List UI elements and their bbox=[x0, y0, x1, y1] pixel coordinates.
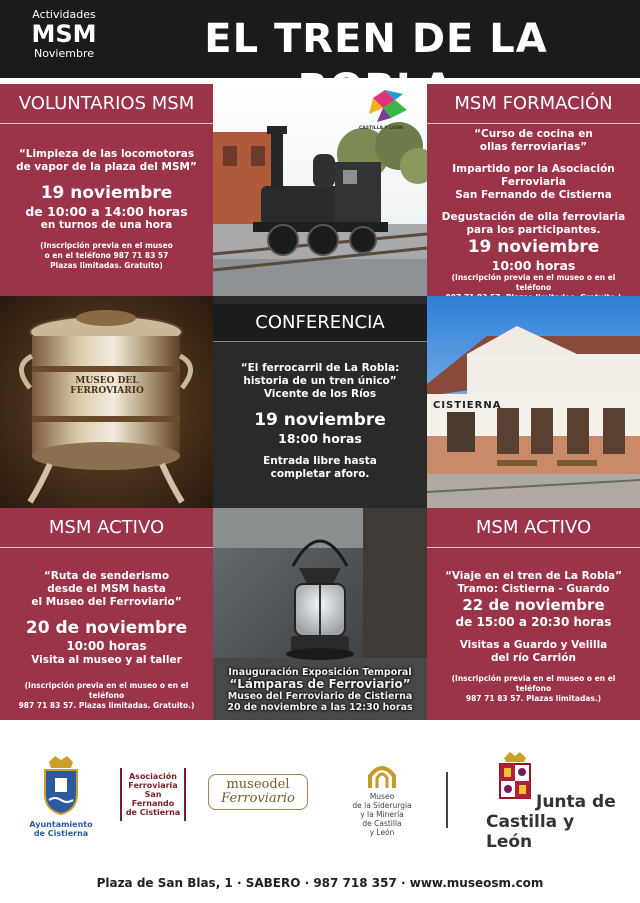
museodel-ferroviario-logo bbox=[208, 774, 308, 810]
ayuntamiento-logo bbox=[28, 754, 94, 838]
header-badge bbox=[14, 8, 114, 60]
arch-icon bbox=[367, 762, 397, 788]
formacion-by-3: San Fernando de Cistierna bbox=[455, 189, 612, 201]
formacion-tasting-1: Degustación de olla ferroviaria bbox=[441, 211, 626, 223]
activo-1-title: MSM ACTIVO bbox=[0, 508, 213, 548]
activo-2-visits-2: del río Carrión bbox=[491, 652, 576, 664]
asociacion-line-4: de Cistierna bbox=[125, 808, 181, 817]
junta-line-1: Junta de bbox=[536, 792, 616, 812]
formacion-hours: 10:00 horas bbox=[491, 258, 576, 273]
museodel-line-2: Ferroviario bbox=[221, 791, 295, 806]
lamp-caption-2: “Lámparas de Ferroviario” bbox=[229, 677, 411, 691]
ayuntamiento-line-1: Ayuntamiento bbox=[29, 820, 93, 829]
voluntarios-body bbox=[6, 148, 207, 271]
junta-shield-icon bbox=[498, 752, 532, 802]
voluntarios-shifts: en turnos de una hora bbox=[40, 219, 173, 231]
formacion-tasting-2: para los participantes. bbox=[466, 224, 601, 236]
lamp-caption-3: Museo del Ferroviario de Cistierna bbox=[227, 691, 413, 702]
siderurgia-line-3: y la Minería bbox=[360, 810, 404, 819]
activo-2-panel bbox=[427, 508, 640, 720]
header-line1: Actividades bbox=[32, 8, 96, 21]
formacion-by-2: Ferroviaria bbox=[501, 176, 566, 188]
voluntarios-note-3: Plazas limitadas. Gratuito) bbox=[50, 261, 163, 270]
activo-1-note-2: 987 71 83 57. Plazas limitadas. Gratuito.) bbox=[18, 701, 195, 710]
ayuntamiento-line-2: de Cistierna bbox=[33, 829, 89, 838]
siderurgia-line-2: de la Siderurgia bbox=[352, 801, 412, 810]
activo-2-body bbox=[433, 570, 634, 704]
activo-1-desc-3: el Museo del Ferroviario” bbox=[31, 596, 182, 608]
siderurgia-line-1: Museo bbox=[369, 792, 395, 801]
activo-2-hours: de 15:00 a 20:30 horas bbox=[455, 615, 612, 629]
activo-1-desc-1: “Ruta de senderismo bbox=[43, 570, 170, 582]
activo-2-note-2: 987 71 83 57. Plazas limitadas.) bbox=[465, 694, 602, 703]
formacion-by-1: Impartido por la Asociación bbox=[452, 163, 615, 175]
activo-1-panel bbox=[0, 508, 213, 720]
formacion-course-1: “Curso de cocina en bbox=[474, 128, 593, 140]
activo-1-date: 20 de noviembre bbox=[25, 618, 188, 638]
formacion-note-1: (Inscripción previa en el museo o en el teléfono bbox=[451, 273, 616, 292]
activo-2-title: MSM ACTIVO bbox=[427, 508, 640, 548]
header-line2: MSM bbox=[31, 20, 97, 48]
siderurgia-line-5: y León bbox=[369, 828, 395, 837]
activo-2-desc-2: Tramo: Cistierna - Guardo bbox=[457, 583, 610, 595]
formacion-date: 19 noviembre bbox=[467, 237, 600, 257]
activo-2-visits-1: Visitas a Guardo y Velilla bbox=[459, 639, 608, 651]
lamp-caption-4: 20 de noviembre a las 12:30 horas bbox=[227, 702, 413, 713]
voluntarios-desc-2: de vapor de la plaza del MSM” bbox=[16, 161, 197, 173]
footer-contact: Plaza de San Blas, 1 · SABERO · 987 718 357 · www.museosm.com bbox=[96, 876, 544, 890]
formacion-course-2: ollas ferroviarias” bbox=[479, 141, 588, 153]
activo-1-body bbox=[6, 570, 207, 711]
siderurgia-logo bbox=[346, 762, 418, 837]
conferencia-talk-2: historia de un tren único” bbox=[243, 375, 397, 387]
lamp-caption-1: Inauguración Exposición Temporal bbox=[228, 667, 412, 678]
station-photo bbox=[427, 296, 640, 508]
page-title: EL TREN DE LA bbox=[204, 16, 548, 62]
conferencia-title: CONFERENCIA bbox=[213, 304, 427, 342]
activo-1-note-1: (Inscripción previa en el museo o en el teléfono bbox=[24, 681, 189, 700]
asociacion-line-1: Asociación bbox=[128, 772, 177, 781]
lamp-caption bbox=[213, 667, 427, 713]
activo-2-desc-1: “Viaje en el tren de La Robla” bbox=[444, 570, 623, 582]
pot-photo bbox=[0, 296, 213, 508]
coat-of-arms-icon bbox=[41, 754, 81, 816]
conferencia-talk-1: “El ferrocarril de La Robla: bbox=[240, 362, 400, 374]
activo-2-note-1: (Inscripción previa en el museo o en el teléfono bbox=[451, 674, 616, 693]
lamp-photo bbox=[213, 508, 427, 720]
museodel-line-1: museodel bbox=[226, 777, 290, 792]
voluntarios-date: 19 noviembre bbox=[40, 183, 173, 203]
junta-line-2: Castilla y León bbox=[486, 812, 575, 852]
header bbox=[0, 0, 640, 78]
station-sign: CISTIERNA bbox=[433, 400, 502, 411]
locomotive-photo bbox=[213, 84, 427, 296]
voluntarios-hours: de 10:00 a 14:00 horas bbox=[25, 204, 188, 219]
conferencia-body bbox=[219, 362, 421, 481]
header-line3: Noviembre bbox=[33, 47, 95, 60]
asociacion-logo bbox=[120, 768, 186, 821]
conferencia-entry-2: completar aforo. bbox=[270, 468, 370, 480]
activo-1-hours: 10:00 horas bbox=[66, 639, 147, 653]
voluntarios-note-2: o en el teléfono 987 71 83 57 bbox=[44, 251, 169, 260]
asociacion-line-2: Ferroviaria bbox=[128, 781, 178, 790]
asociacion-line-3: San Fernando bbox=[131, 790, 175, 808]
cyl-logo-text: CASTILLA Y LEÓN bbox=[359, 126, 403, 131]
pot-engraving: MUSEO DEL FERROVIARIO bbox=[70, 376, 144, 396]
voluntarios-title: VOLUNTARIOS MSM bbox=[0, 84, 213, 124]
formacion-body bbox=[433, 128, 634, 303]
voluntarios-desc-1: “Limpieza de las locomotoras bbox=[18, 148, 195, 160]
conferencia-speaker: Vicente de los Ríos bbox=[263, 388, 377, 400]
logo-divider bbox=[446, 772, 448, 828]
conferencia-hours: 18:00 horas bbox=[278, 431, 362, 446]
voluntarios-note-1: (Inscripción previa en el museo bbox=[40, 241, 173, 250]
activo-1-desc-2: desde el MSM hasta bbox=[47, 583, 166, 595]
conferencia-date: 19 noviembre bbox=[254, 410, 386, 430]
conferencia-entry-1: Entrada libre hasta bbox=[263, 455, 377, 467]
formacion-panel bbox=[427, 84, 640, 296]
conferencia-panel bbox=[213, 296, 427, 508]
formacion-title: MSM FORMACIÓN bbox=[427, 84, 640, 124]
sponsor-logos bbox=[0, 740, 640, 850]
voluntarios-panel bbox=[0, 84, 213, 296]
activo-2-date: 22 de noviembre bbox=[462, 596, 605, 614]
siderurgia-line-4: de Castilla bbox=[362, 819, 402, 828]
activo-1-visit: Visita al museo y al taller bbox=[31, 654, 182, 666]
